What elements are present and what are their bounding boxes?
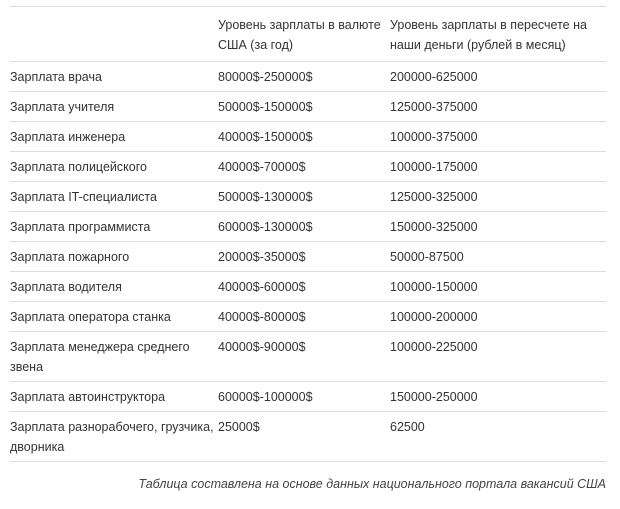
cell-usd: 50000$-150000$: [218, 92, 390, 122]
cell-profession: Зарплата учителя: [10, 92, 218, 122]
cell-profession: Зарплата врача: [10, 62, 218, 92]
cell-usd: 40000$-90000$: [218, 332, 390, 382]
cell-usd: 40000$-80000$: [218, 302, 390, 332]
cell-usd: 20000$-35000$: [218, 242, 390, 272]
cell-usd: 40000$-60000$: [218, 272, 390, 302]
cell-profession: Зарплата разнорабочего, грузчика, дворника: [10, 412, 218, 462]
cell-rub: 62500: [390, 412, 606, 462]
table-row: [10, 272, 606, 302]
cell-profession: Зарплата водителя: [10, 272, 218, 302]
salary-table: [10, 6, 606, 462]
cell-rub: 100000-150000: [390, 272, 606, 302]
table-row: [10, 182, 606, 212]
table-row: [10, 332, 606, 382]
cell-rub: 125000-325000: [390, 182, 606, 212]
cell-profession: Зарплата полицейского: [10, 152, 218, 182]
cell-usd: 60000$-100000$: [218, 382, 390, 412]
cell-usd: 60000$-130000$: [218, 212, 390, 242]
cell-usd: 50000$-130000$: [218, 182, 390, 212]
cell-usd: 80000$-250000$: [218, 62, 390, 92]
cell-rub: 150000-325000: [390, 212, 606, 242]
cell-profession: Зарплата пожарного: [10, 242, 218, 272]
cell-profession: Зарплата автоинструктора: [10, 382, 218, 412]
cell-profession: Зарплата оператора станка: [10, 302, 218, 332]
table-row: [10, 412, 606, 462]
table-source-note: Таблица составлена на основе данных национального портала вакансий США: [138, 477, 606, 491]
table-row: [10, 382, 606, 412]
cell-usd: 40000$-150000$: [218, 122, 390, 152]
header-usd-per-year: Уровень зарплаты в валюте США (за год): [218, 7, 390, 62]
cell-profession: Зарплата инженера: [10, 122, 218, 152]
cell-rub: 150000-250000: [390, 382, 606, 412]
table-row: [10, 212, 606, 242]
cell-rub: 200000-625000: [390, 62, 606, 92]
cell-rub: 100000-225000: [390, 332, 606, 382]
table-row: [10, 242, 606, 272]
cell-usd: 40000$-70000$: [218, 152, 390, 182]
cell-rub: 100000-375000: [390, 122, 606, 152]
header-profession: [10, 7, 218, 62]
cell-profession: Зарплата менеджера среднего звена: [10, 332, 218, 382]
cell-usd: 25000$: [218, 412, 390, 462]
table-row: [10, 122, 606, 152]
table-row: [10, 92, 606, 122]
table-row: [10, 62, 606, 92]
table-header-row: [10, 7, 606, 62]
header-rub-per-month: Уровень зарплаты в пересчете на наши деньги (рублей в месяц): [390, 7, 606, 62]
cell-rub: 125000-375000: [390, 92, 606, 122]
cell-rub: 100000-175000: [390, 152, 606, 182]
table-row: [10, 152, 606, 182]
cell-rub: 100000-200000: [390, 302, 606, 332]
cell-profession: Зарплата IT-специалиста: [10, 182, 218, 212]
table-row: [10, 302, 606, 332]
cell-rub: 50000-87500: [390, 242, 606, 272]
cell-profession: Зарплата программиста: [10, 212, 218, 242]
